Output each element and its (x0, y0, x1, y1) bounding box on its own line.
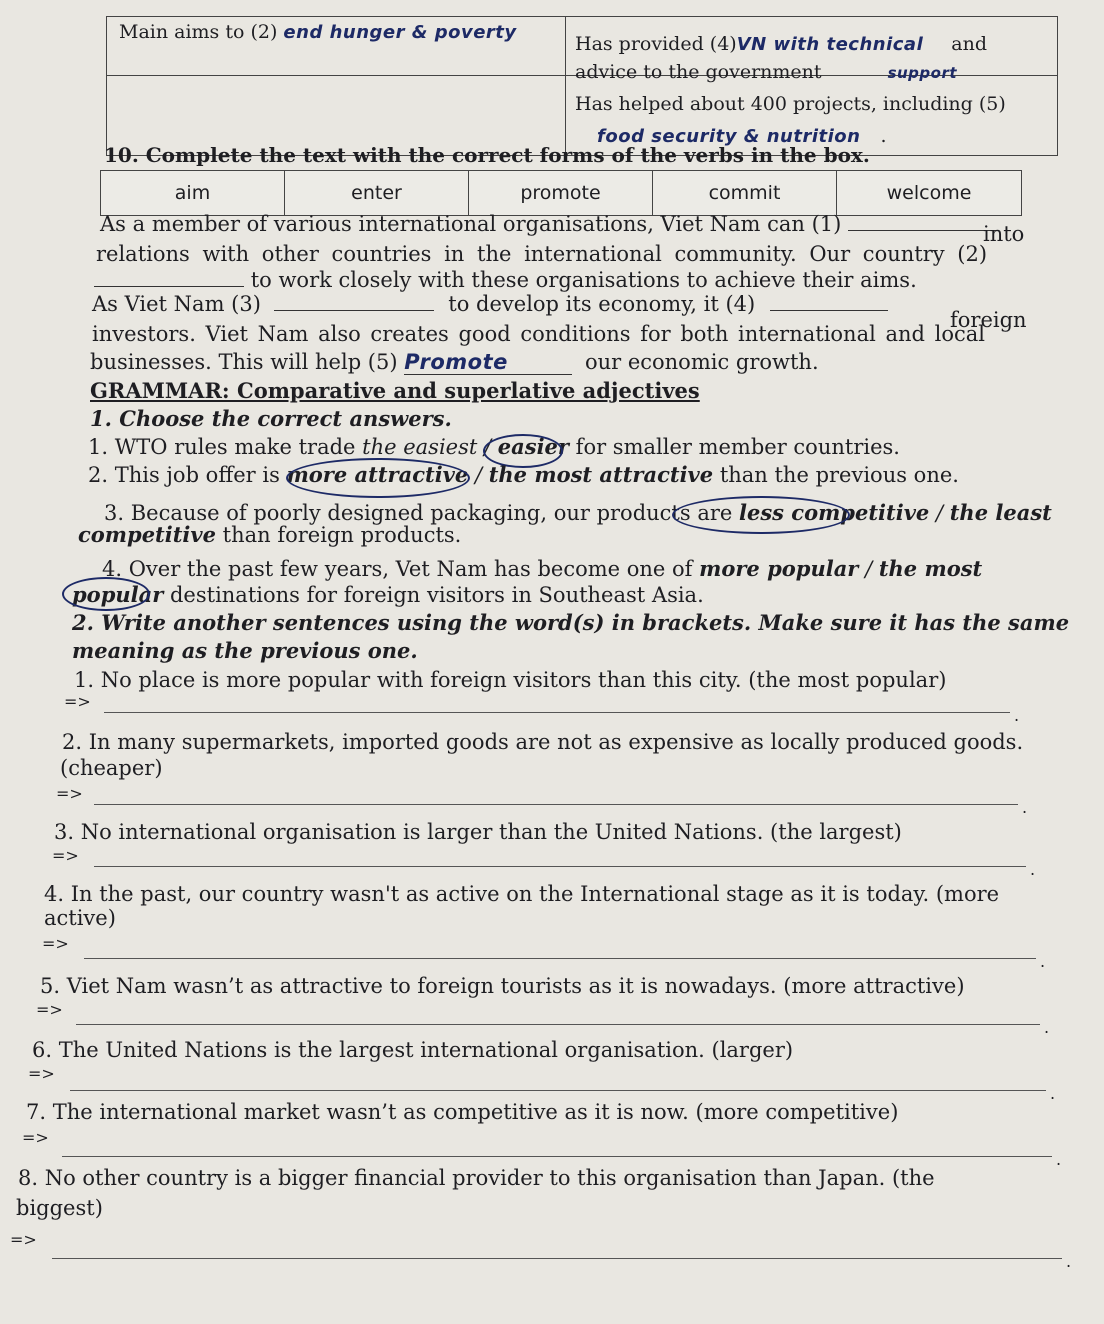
q3-stem: 3. Because of poorly designed packaging, our products are (104, 501, 733, 525)
s1-arrow: => (64, 692, 91, 711)
ex2-title-line2: meaning as the previous one. (72, 638, 418, 663)
verb-enter: enter (285, 171, 469, 215)
s5-arrow: => (36, 1000, 63, 1019)
verb-promote: promote (469, 171, 653, 215)
s5-answer-line[interactable] (76, 1024, 1040, 1025)
q3-option-2-cont: competitive (78, 522, 216, 547)
s1-answer-line[interactable] (104, 712, 1010, 713)
s3-dot: . (1030, 860, 1036, 879)
s8-dot: . (1066, 1252, 1072, 1271)
s4-answer-line[interactable] (84, 958, 1036, 959)
handwritten-answer-promote: Promote (404, 350, 572, 375)
blank-1[interactable] (848, 230, 998, 231)
s3: 3. No international organisation is larger than the United Nations. (the largest) (54, 820, 902, 844)
s8-arrow: => (10, 1230, 37, 1249)
ex10-p4a: As Viet Nam (3) (92, 292, 261, 316)
ex1-title: 1. Choose the correct answers. (90, 406, 452, 431)
handwritten-answer-5: food security & nutrition (597, 126, 861, 147)
s4-arrow: => (42, 934, 69, 953)
ex10-p5: investors. Viet Nam also creates good conditions for both international and local (92, 322, 986, 346)
s2-line1: 2. In many supermarkets, imported goods are not as expensive as locally produced goods. (62, 730, 1024, 754)
ex10-p2: relations with other countries in the international community. Our country (2) (96, 242, 988, 266)
handwritten-answer-4b: support (887, 64, 958, 82)
table-divider-vertical (565, 17, 566, 155)
s2-line2: (cheaper) (60, 756, 163, 780)
q4-answer-circle (62, 577, 150, 611)
s8-line1: 8. No other country is a bigger financial provider to this organisation than Japan. (the (18, 1166, 935, 1190)
q3-line2 (78, 522, 461, 547)
q2-answer-circle (286, 458, 470, 498)
s6-arrow: => (28, 1064, 55, 1083)
row1-right-suffix: and (951, 33, 988, 55)
q4-line2 (72, 582, 704, 607)
verb-aim: aim (101, 171, 285, 215)
ex10-line6 (90, 350, 819, 375)
q2-rest: than the previous one. (719, 463, 959, 487)
s3-arrow: => (52, 846, 79, 865)
q4-option-2[interactable]: the most (878, 556, 983, 581)
s4-line2: active) (44, 906, 116, 930)
s1-dot: . (1014, 706, 1020, 725)
q4-option-2-cont: popular (72, 582, 164, 607)
s7-dot: . (1056, 1150, 1062, 1169)
blank-3[interactable] (274, 310, 434, 311)
s6: 6. The United Nations is the largest international organisation. (larger) (32, 1038, 794, 1062)
ex10-line3 (94, 268, 917, 292)
q4-option-1[interactable]: more popular (699, 556, 859, 581)
row1-left-cell (119, 21, 517, 43)
row1-right-prefix: Has provided (4) (575, 33, 737, 55)
q1-rest: for smaller member countries. (575, 435, 900, 459)
q1-separator: / (484, 435, 492, 459)
blank-2[interactable] (94, 286, 244, 287)
blank-4[interactable] (770, 310, 888, 311)
s2-answer-line[interactable] (94, 804, 1018, 805)
grammar-heading: GRAMMAR: Comparative and superlative adjectives (90, 378, 700, 403)
q2-separator: / (474, 463, 483, 487)
q3-answer-circle (672, 496, 850, 534)
s7-answer-line[interactable] (62, 1156, 1052, 1157)
q4-stem: 4. Over the past few years, Vet Nam has become one of (102, 557, 693, 581)
row1-left-prefix: Main aims to (2) (119, 21, 278, 43)
s1: 1. No place is more popular with foreign visitors than this city. (the most popular) (74, 668, 947, 692)
s4-dot: . (1040, 952, 1046, 971)
s6-dot: . (1050, 1084, 1056, 1103)
ex10-p6a: businesses. This will help (5) (90, 350, 398, 374)
s8-line2: biggest) (16, 1196, 103, 1220)
s5-dot: . (1044, 1018, 1050, 1037)
q4 (102, 556, 982, 581)
q3-rest: than foreign products. (222, 523, 462, 547)
row2-end-dot: . (880, 125, 887, 147)
row1-right-line1 (575, 33, 987, 55)
row1-right-line2-text: advice to the government (575, 61, 822, 83)
ex2-title-line1: 2. Write another sentences using the word(s) in brackets. Make sure it has the same (72, 610, 1070, 635)
ex10-p3: to work closely with these organisations to achieve their aims. (250, 268, 917, 292)
ex10-line1 (100, 212, 998, 236)
q2-option-2[interactable]: the most attractive (488, 462, 714, 487)
q2-option-1[interactable]: more attractive (286, 462, 469, 487)
ex10-p1-end: into (983, 222, 1025, 246)
ex10-p6b: our economic growth. (584, 350, 819, 374)
q1-stem: 1. WTO rules make trade (88, 435, 356, 459)
q2-stem: 2. This job offer is (88, 463, 280, 487)
q4-rest: destinations for foreign visitors in Southeast Asia. (169, 583, 704, 607)
verb-commit: commit (653, 171, 837, 215)
top-table (106, 16, 1058, 156)
s2-dot: . (1022, 798, 1028, 817)
s7: 7. The international market wasn’t as competitive as it is now. (more competitive) (26, 1100, 899, 1124)
row1-right-line2 (575, 61, 957, 83)
s5: 5. Viet Nam wasn’t as attractive to foreign tourists as it is nowadays. (more attractive) (40, 974, 965, 998)
row2-right-line1: Has helped about 400 projects, including (5) (575, 93, 1006, 115)
ex10-line4 (92, 292, 888, 316)
handwritten-answer-4: VN with technical (736, 34, 924, 55)
q1-option-2[interactable]: easier (497, 434, 569, 459)
s8-answer-line[interactable] (52, 1258, 1062, 1259)
s3-answer-line[interactable] (94, 866, 1026, 867)
ex10-p4b: to develop its economy, it (4) (448, 292, 756, 316)
exercise10-title: 10. Complete the text with the correct forms of the verbs in the box. (104, 143, 870, 167)
q3-option-2[interactable]: the least (949, 500, 1052, 525)
ex10-p4c: foreign (950, 308, 1027, 332)
s2-arrow: => (56, 784, 83, 803)
q1-option-1[interactable]: the easiest (362, 435, 478, 459)
ex10-p1: As a member of various international organisations, Viet Nam can (1) (100, 212, 842, 236)
q2 (88, 462, 959, 487)
q3-separator: / (935, 501, 944, 525)
s7-arrow: => (22, 1128, 49, 1147)
q4-separator: / (865, 557, 873, 581)
s6-answer-line[interactable] (70, 1090, 1046, 1091)
verb-box (100, 170, 1022, 216)
q3-option-1[interactable]: less competitive (739, 500, 930, 525)
verb-welcome: welcome (886, 182, 972, 204)
s4-line1: 4. In the past, our country wasn't as active on the International stage as it is today. (more (44, 882, 1000, 906)
handwritten-answer-2: end hunger & poverty (283, 22, 517, 43)
